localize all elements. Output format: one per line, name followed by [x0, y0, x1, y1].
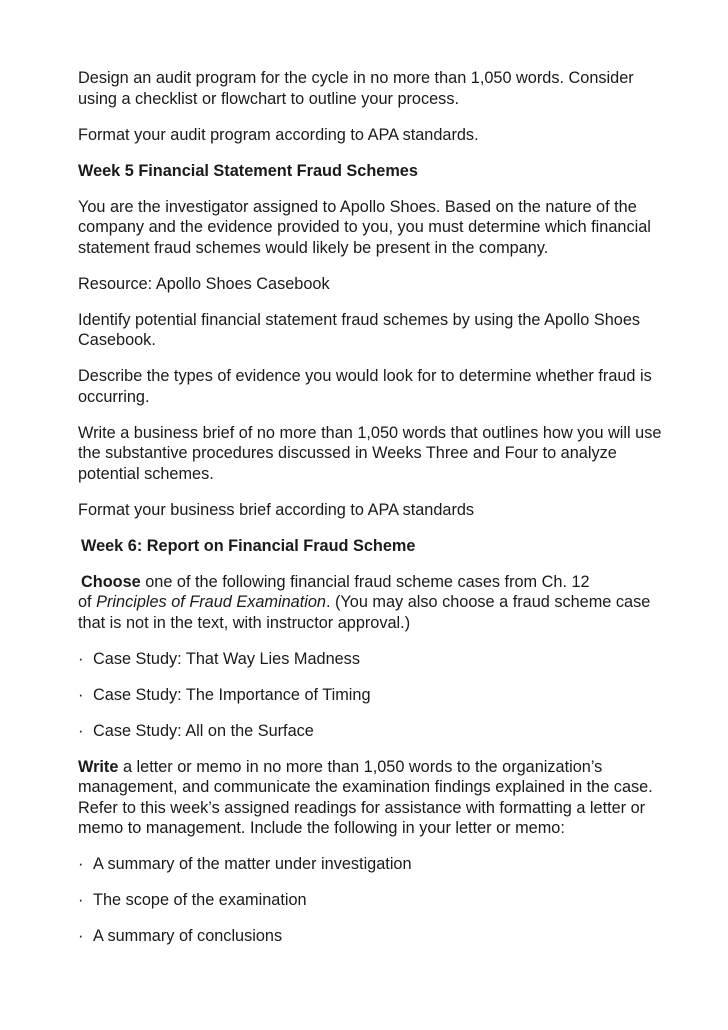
- text-line: Format your audit program according to APA standards.: [78, 125, 479, 144]
- heading-text: Week 5 Financial Statement Fraud Schemes: [78, 161, 418, 180]
- paragraph-investigator: [78, 197, 678, 259]
- text-line: Format your business brief according to APA standards: [78, 500, 475, 519]
- case-study-label: Case Study: The Importance of Timing: [93, 685, 371, 704]
- paragraph-business-brief: [78, 423, 678, 485]
- bullet-icon: ·: [78, 927, 84, 945]
- choose-line2-pre: of: [78, 593, 97, 611]
- heading-text: Week 6: Report on Financial Fraud Scheme: [81, 536, 416, 555]
- choose-bold: Choose: [81, 572, 141, 591]
- list-item-case-study: [78, 721, 678, 742]
- book-title: Principles of Fraud Examination: [96, 593, 326, 611]
- heading-week6: [78, 536, 678, 557]
- memo-item-label: A summary of the matter under investigation: [93, 855, 412, 873]
- choose-rest: one of the following financial fraud scheme cases from Ch. 12: [140, 572, 590, 591]
- list-item-memo: [78, 854, 678, 875]
- case-study-label: Case Study: That Way Lies Madness: [93, 649, 360, 668]
- text-line: Write a business brief of no more than 1,050 words that outlines how you will use: [78, 423, 662, 442]
- text-line: that is not in the text, with instructor approval.): [78, 613, 411, 632]
- list-item-case-study: [78, 685, 678, 706]
- list-item-case-study: [78, 649, 678, 670]
- paragraph-audit-program: [78, 68, 678, 109]
- text-line: the substantive procedures discussed in Weeks Three and Four to analyze: [78, 444, 617, 462]
- memo-item-label: A summary of conclusions: [93, 927, 283, 945]
- text-line: Design an audit program for the cycle in no more than 1,050 words. Consider: [78, 69, 634, 87]
- bullet-icon: ·: [78, 891, 84, 909]
- text-line: management, and communicate the examination findings explained in the case.: [78, 778, 653, 796]
- bullet-icon: ·: [78, 685, 84, 704]
- text-line: memo to management. Include the following in your letter or memo:: [78, 819, 565, 837]
- bullet-icon: ·: [78, 649, 84, 668]
- text-line: potential schemes.: [78, 464, 214, 483]
- text-line: You are the investigator assigned to Apollo Shoes. Based on the nature of the: [78, 197, 637, 216]
- text-line: [78, 573, 590, 591]
- heading-week5: [78, 161, 678, 182]
- text-line: Casebook.: [78, 331, 156, 349]
- list-item-memo: [78, 890, 678, 911]
- paragraph-brief-format: [78, 500, 678, 521]
- paragraph-write-memo: [78, 757, 678, 839]
- choose-line2-post: . (You may also choose a fraud scheme case: [325, 593, 651, 611]
- text-line: Identify potential financial statement fraud schemes by using the Apollo Shoes: [78, 310, 641, 329]
- case-study-label: Case Study: All on the Surface: [93, 721, 314, 740]
- text-line: occurring.: [78, 387, 150, 406]
- paragraph-apa-format: [78, 125, 678, 146]
- text-line: Resource: Apollo Shoes Casebook: [78, 274, 330, 293]
- bullet-icon: ·: [78, 721, 84, 740]
- text-line: company and the evidence provided to you, you must determine which financial: [78, 218, 651, 236]
- document-page: [78, 68, 678, 962]
- paragraph-identify: [78, 310, 678, 351]
- text-line: Describe the types of evidence you would look for to determine whether fraud is: [78, 367, 652, 385]
- text-line: statement fraud schemes would likely be present in the company.: [78, 238, 549, 257]
- text-line: [78, 758, 602, 776]
- list-item-memo: [78, 926, 678, 947]
- paragraph-describe: [78, 366, 678, 407]
- text-line: using a checklist or flowchart to outline your process.: [78, 89, 459, 108]
- paragraph-choose: [78, 572, 678, 634]
- paragraph-resource: [78, 274, 678, 295]
- memo-item-label: The scope of the examination: [93, 891, 307, 909]
- write-rest: a letter or memo in no more than 1,050 words to the organization’s: [118, 757, 603, 776]
- write-bold: Write: [78, 757, 119, 776]
- text-line: Refer to this week’s assigned readings for assistance with formatting a letter or: [78, 798, 646, 817]
- bullet-icon: ·: [78, 855, 84, 873]
